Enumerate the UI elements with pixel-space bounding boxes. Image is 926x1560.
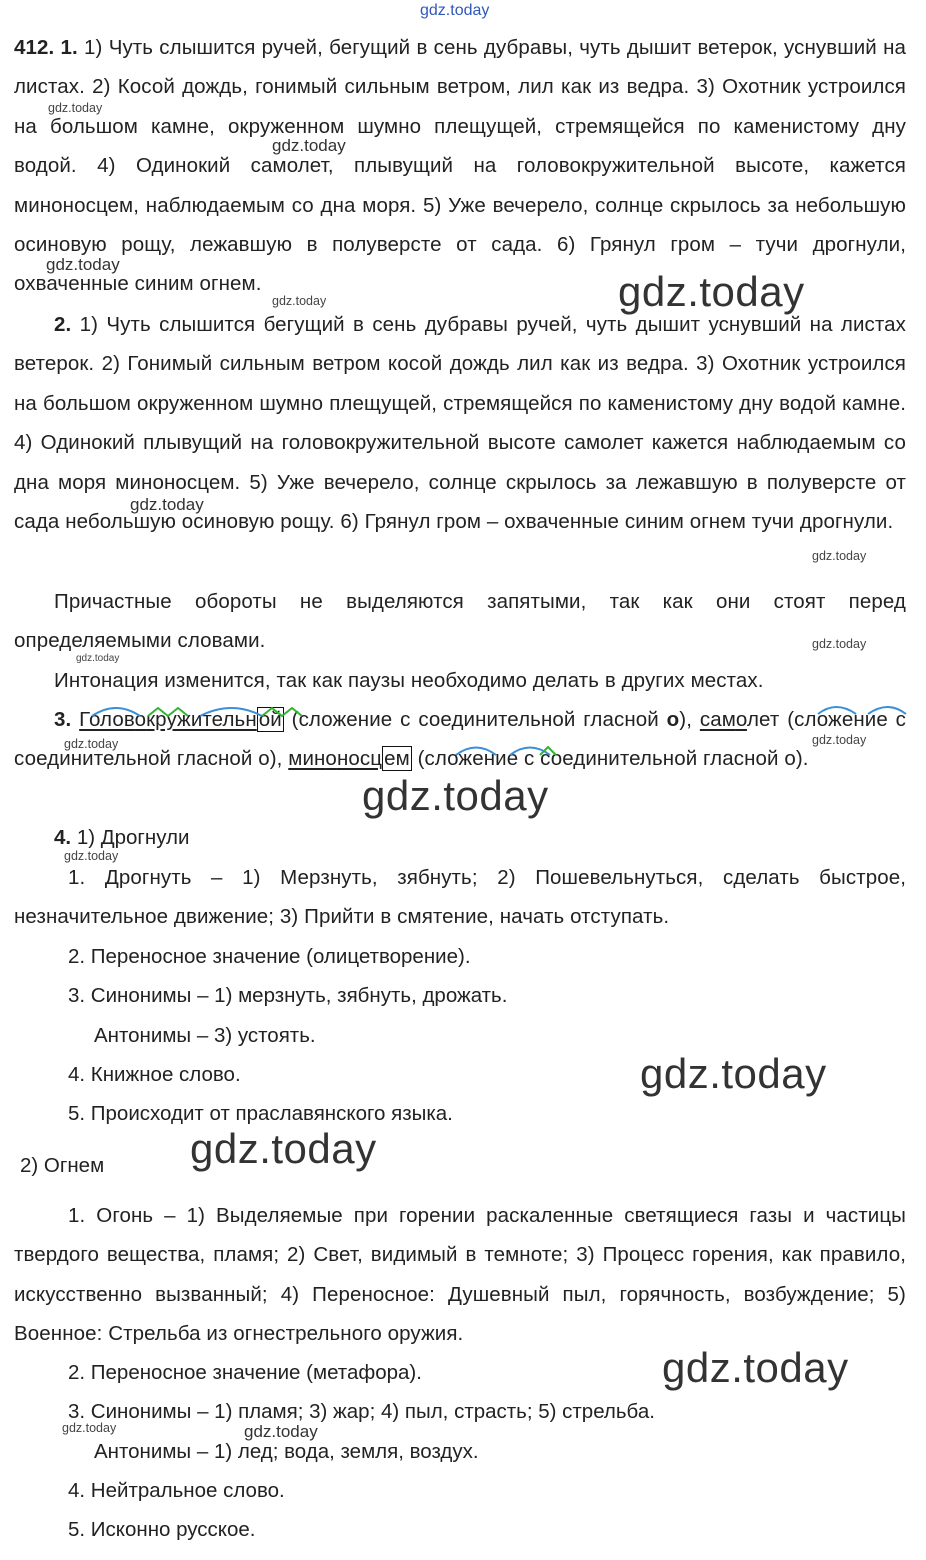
part2-paragraph	[14, 305, 906, 541]
word2-title: 2) Огнем	[20, 1154, 105, 1177]
watermark: gdz.today	[812, 549, 867, 563]
word2-item-4: 4. Нейтральное слово.	[68, 1479, 285, 1502]
watermark-large: gdz.today	[618, 268, 805, 315]
part2-note1: Причастные обороты не выделяются запятыми, так как они стоят перед определяемыми словами.	[14, 590, 906, 653]
watermark: gdz.today	[48, 101, 103, 115]
word2-item-5: 5. Исконно русское.	[68, 1518, 256, 1541]
word-samolet: самолет	[699, 708, 780, 731]
watermark: gdz.today	[812, 733, 867, 747]
word2-item-1: 1. Огонь – 1) Выделяемые при горении раскаленные светящиеся газы и частицы твердого вещества, пламя; 2) Свет, видимый в темноте; 3) Процесс горения, как правило, искусственно вызванный; 4) Переносное: Душевный пыл, горячность, возбуждение; 5) Военное: Стрельба из огнестрельного оружия.	[14, 1204, 906, 1346]
watermark: gdz.today	[76, 653, 120, 664]
part1-text: 1) Чуть слышится ручей, бегущий в сень дубравы, чуть дышит ветерок, уснувший на листах. 2) Косой дождь, гонимый сильным ветром, лил как из ведра. 3) Охотник устроился на большом камне, окруженном шумно плещущей, стремящейся по каменистому дну водой. 4) Одинокий самолет, плывущий на головокружительной высоте, кажется миноносцем, наблюдаемым со дна моря. 5) Уже вечерело, солнце скрылось за небольшую осиновую рощу, лежавшую в полуверсте от сада. 6) Грянул гром – тучи дрогнули, охваченные синим огнем.	[14, 36, 906, 296]
word-minonoscem: миноносцем	[288, 747, 410, 771]
watermark: gdz.today	[130, 495, 204, 514]
part2-text: 1) Чуть слышится бегущий в сень дубравы ручей, чуть дышит уснувший на листах ветерок. 2) Гонимый сильным ветром косой дождь лил как из ведра. 3) Охотник устроился на большом окруженном шумно плещущей, стремящейся по каменистому дну водой камне. 4) Одинокий плывущий на головокружительной высоте самолет кажется наблюдаемым со дна моря миноносцем. 5) Уже вечерело, солнце скрылось за лежавшую в полуверсте от сада небольшую осиновую рощу. 6) Грянул гром – охваченные синим огнем тучи дрогнули.	[14, 313, 906, 534]
watermark: gdz.today	[244, 1422, 318, 1441]
watermark-large: gdz.today	[190, 1125, 377, 1172]
part2-note2: Интонация изменится, так как паузы необходимо делать в других местах.	[54, 669, 764, 692]
word1-item-1: 1. Дрогнуть – 1) Мерзнуть, зябнуть; 2) Пошевельнуться, сделать быстрое, незначительное движение; 3) Прийти в смятение, начать отступать.	[14, 866, 906, 929]
watermark: gdz.today	[62, 1421, 117, 1435]
watermark: gdz.today	[272, 294, 327, 308]
part1-label: 1.	[60, 36, 78, 59]
watermark: gdz.today	[64, 849, 119, 863]
word1-item-5: 5. Происходит от праславянского языка.	[68, 1102, 453, 1125]
watermark: gdz.today	[812, 637, 867, 651]
word1-item-2: 2. Переносное значение (олицетворение).	[68, 945, 471, 968]
word-golovokruzhitelnoy: Головокружительной	[79, 708, 282, 731]
watermark: gdz.today	[46, 255, 120, 274]
word1-item-3: 3. Синонимы – 1) мерзнуть, зябнуть, дрожать.	[68, 984, 508, 1007]
part4-title: 4. 1) Дрогнули	[54, 826, 190, 849]
part3-label: 3.	[54, 708, 72, 731]
part3-paragraph: 3. Головокружительной (сложение с соединительной гласной о), самолет (сложение с соединительной гласной о), миноносцем (сложение с соединительной гласной о).	[14, 708, 907, 771]
watermark-large: gdz.today	[362, 772, 549, 819]
watermark-top: gdz.today	[420, 2, 490, 19]
exercise-number: 412.	[14, 36, 55, 59]
word2-item-3: 3. Синонимы – 1) пламя; 3) жар; 4) пыл, страсть; 5) стрельба.	[68, 1400, 655, 1423]
part2-label: 2.	[54, 313, 72, 336]
watermark: gdz.today	[272, 136, 346, 155]
word1-item-4: 4. Книжное слово.	[68, 1063, 241, 1086]
word2-item-antonyms: Антонимы – 1) лед; вода, земля, воздух.	[94, 1440, 479, 1463]
word1-item-antonyms: Антонимы – 3) устоять.	[94, 1024, 316, 1047]
part1-paragraph	[14, 28, 906, 304]
word2-item-2: 2. Переносное значение (метафора).	[68, 1361, 422, 1384]
watermark-large: gdz.today	[662, 1344, 849, 1391]
watermark: gdz.today	[64, 737, 119, 751]
watermark-large: gdz.today	[640, 1050, 827, 1097]
